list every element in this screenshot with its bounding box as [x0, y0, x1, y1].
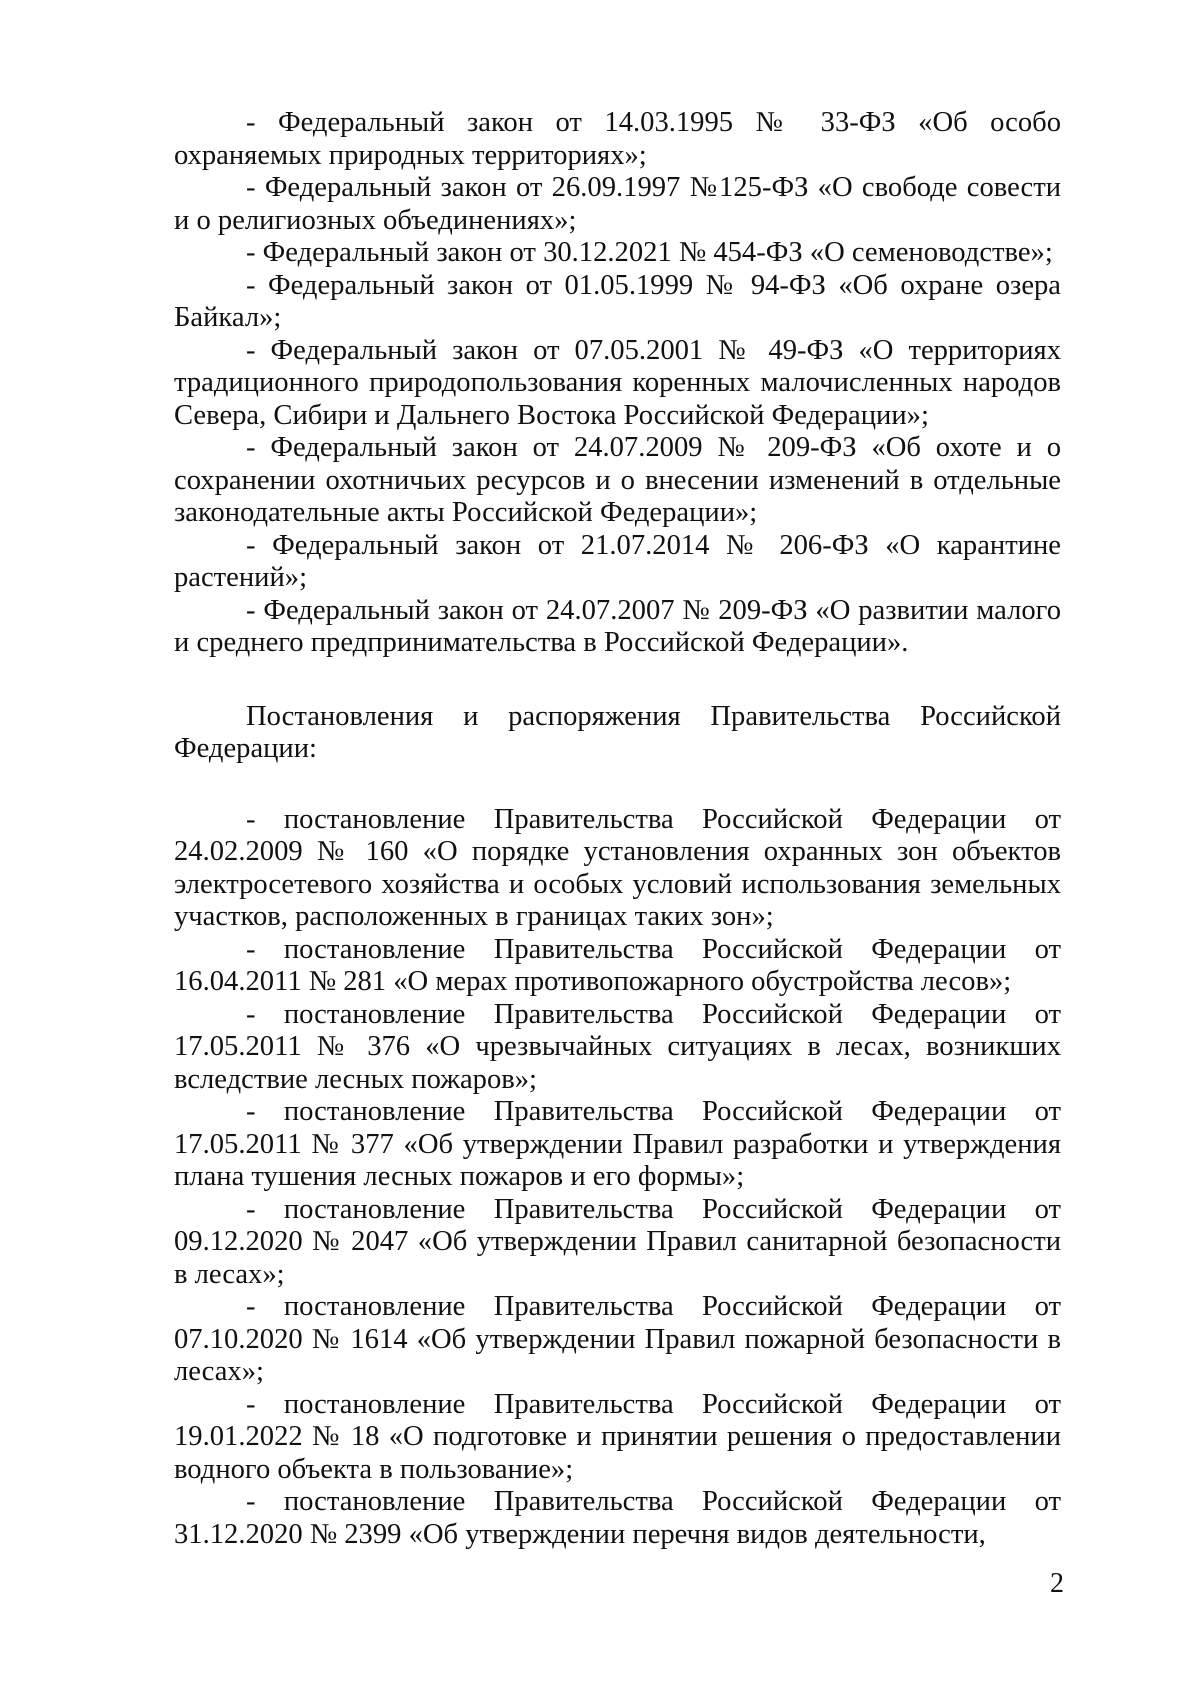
government-decree-item: - постановление Правительства Российской Федерации от 31.12.2020 № 2399 «Об утверждении перечня видов деятельности, [174, 1486, 1061, 1550]
federal-law-item: - Федеральный закон от 07.05.2001 № 49-ФЗ «О территориях традиционного природопользования коренных малочисленных народов Севера, Сибири и Дальнего Востока Российской Федерации»; [174, 334, 1061, 431]
federal-law-item: - Федеральный закон от 01.05.1999 № 94-ФЗ «Об охране озера Байкал»; [174, 269, 1061, 333]
government-decree-item: - постановление Правительства Российской Федерации от 16.04.2011 № 281 «О мерах противопожарного обустройства лесов»; [174, 933, 1061, 997]
government-decree-item: - постановление Правительства Российской Федерации от 17.05.2011 № 376 «О чрезвычайных ситуациях в лесах, возникших вследствие лесных пожаров»; [174, 998, 1061, 1095]
federal-law-item: - Федеральный закон от 21.07.2014 № 206-ФЗ «О карантине растений»; [174, 529, 1061, 593]
page-number: 2 [1050, 1568, 1064, 1599]
spacer [174, 660, 1061, 701]
federal-law-item: - Федеральный закон от 14.03.1995 № 33-ФЗ «Об особо охраняемых природных территориях»; [174, 107, 1061, 171]
federal-law-item: - Федеральный закон от 24.07.2009 № 209-ФЗ «Об охоте и о сохранении охотничьих ресурсов и о внесении изменений в отдельные законодательные акты Российской Федерации»; [174, 432, 1061, 528]
government-decree-item: - постановление Правительства Российской Федерации от 07.10.2020 № 1614 «Об утверждении Правил пожарной безопасности в лесах»; [174, 1291, 1061, 1387]
page-content [174, 107, 1061, 1551]
government-decree-item: - постановление Правительства Российской Федерации от 17.05.2011 № 377 «Об утверждении Правил разработки и утверждения плана тушения лесных пожаров и его формы»; [174, 1096, 1061, 1192]
government-decree-item: - постановление Правительства Российской Федерации от 24.02.2009 № 160 «О порядке установления охранных зон объектов электросетевого хозяйства и особых условий использования земельных участков, расположенных в границах таких зон»; [174, 803, 1061, 932]
government-decree-item: - постановление Правительства Российской Федерации от 19.01.2022 № 18 «О подготовке и принятии решения о предоставлении водного объекта в пользование»; [174, 1388, 1061, 1485]
section-heading: Постановления и распоряжения Правительства Российской Федерации: [174, 700, 1061, 764]
federal-law-item: - Федеральный закон от 30.12.2021 № 454-ФЗ «О семеноводстве»; [246, 237, 1053, 268]
government-decree-item: - постановление Правительства Российской Федерации от 09.12.2020 № 2047 «Об утверждении Правил санитарной безопасности в лесах»; [174, 1193, 1061, 1290]
federal-law-item: - Федеральный закон от 26.09.1997 №125-ФЗ «О свободе совести и о религиозных объединениях»; [174, 172, 1061, 236]
spacer [174, 766, 1061, 804]
federal-law-item: - Федеральный закон от 24.07.2007 № 209-ФЗ «О развитии малого и среднего предпринимательства в Российской Федерации». [174, 594, 1061, 658]
